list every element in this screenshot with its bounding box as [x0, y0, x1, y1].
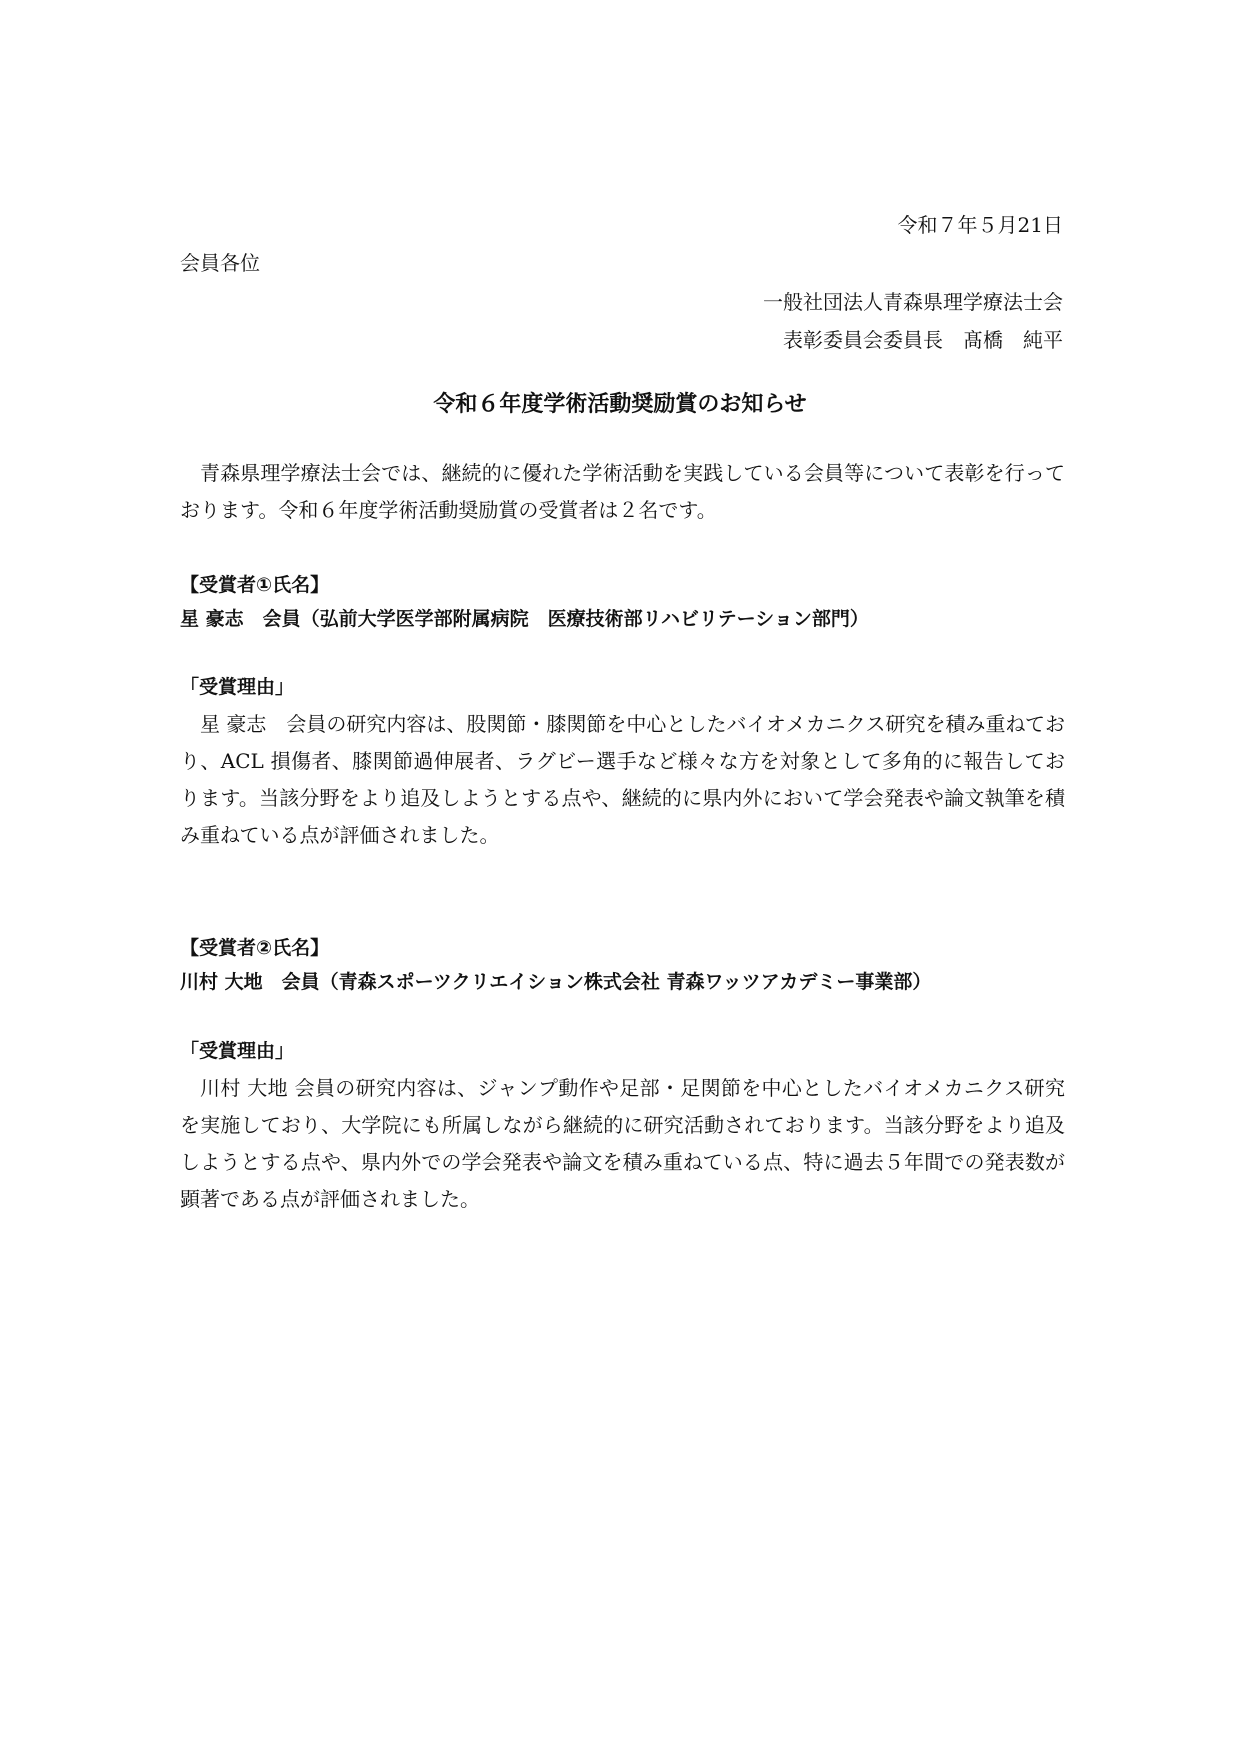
recipient-1-name: 星 豪志 会員（弘前大学医学部附属病院 医療技術部リハビリテーション部門） — [180, 608, 869, 630]
addressee: 会員各位 — [180, 251, 260, 275]
recipient-2-reason: 川村 大地 会員の研究内容は、ジャンプ動作や足部・足関節を中心としたバイオメカニクス研究を実施しており、大学院にも所属しながら継続的に研究活動されております。当該分野をより追及しようとする点や、県内外での学会発表や論文を積み重ねている点、特に過去５年間での発表数が顕著である点が評価されました。 — [180, 1076, 1065, 1211]
recipient-2-name: 川村 大地 会員（青森スポーツクリエイション株式会社 青森ワッツアカデミー事業部） — [180, 971, 932, 993]
document-date: 令和７年５月21日 — [897, 213, 1063, 237]
sender-organization: 一般社団法人青森県理学療法士会 — [763, 290, 1063, 314]
recipient-1-reason: 星 豪志 会員の研究内容は、股関節・膝関節を中心としたバイオメカニクス研究を積み重ねており、ACL 損傷者、膝関節過伸展者、ラグビー選手など様々な方を対象として多角的に報告しております。当該分野をより追及しようとする点や、継続的に県内外において学会発表や論文執筆を積み重ねている点が評価されました。 — [180, 712, 1065, 847]
notice-title: 令和６年度学術活動奨励賞のお知らせ — [433, 392, 807, 417]
recipient-1-reason-heading: 「受賞理由」 — [180, 676, 295, 698]
sender-block — [763, 283, 1063, 359]
recipient-2-reason-heading: 「受賞理由」 — [180, 1040, 295, 1062]
intro-paragraph: 青森県理学療法士会では、継続的に優れた学術活動を実践している会員等について表彰を行っております。令和６年度学術活動奨励賞の受賞者は２名です。 — [180, 461, 1065, 522]
sender-signatory: 表彰委員会委員長 髙橋 純平 — [783, 328, 1063, 352]
recipient-1-name-heading: 【受賞者①氏名】 — [180, 574, 330, 596]
recipient-2-name-heading: 【受賞者②氏名】 — [180, 937, 330, 959]
